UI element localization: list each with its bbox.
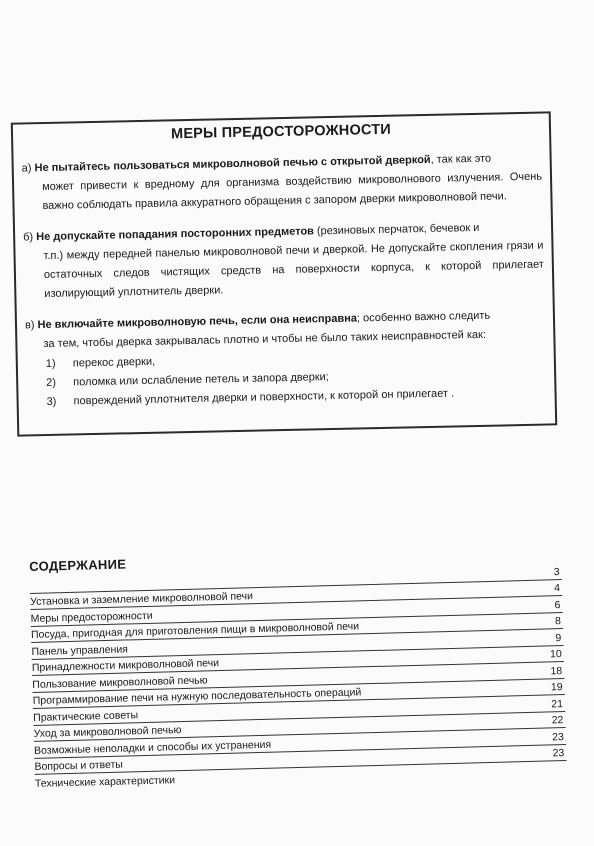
toc-entry-page: 3 — [553, 565, 560, 578]
toc-entry-page: 21 — [551, 697, 564, 710]
precaution-c-marker: в) — [24, 319, 35, 332]
defect-list — [26, 345, 547, 413]
table-of-contents — [29, 543, 567, 790]
precaution-a-tail: , так как это — [430, 152, 492, 166]
precautions-title: МЕРЫ ПРЕДОСТОРОЖНОСТИ — [170, 121, 392, 143]
precaution-a-lead: Не пытайтесь пользоваться микроволновой печью с открытой дверкой — [34, 153, 431, 175]
toc-entry-page: 8 — [554, 615, 562, 628]
precaution-a-marker: а) — [21, 162, 32, 175]
toc-entry-page: 23 — [552, 747, 565, 760]
precaution-b — [23, 218, 544, 305]
toc-entry-title: Пользование микроволновой печью — [32, 673, 208, 691]
precaution-b-lead: Не допускайте попадания посторонних предметов — [36, 225, 315, 244]
contents-list — [30, 563, 567, 790]
toc-entry-title: Меры предосторожности — [30, 609, 153, 625]
list-item: 1) перекос дверки, — [45, 355, 156, 371]
toc-entry-title: Установка и заземление микроволновой печи — [30, 590, 254, 608]
toc-entry-title: Возможные неполадки и способы их устранения — [33, 738, 272, 757]
toc-entry-page: 19 — [550, 681, 563, 694]
toc-entry-title: Программирование печи на нужную последовательность операций — [32, 686, 362, 707]
toc-entry-title: Уход за микроволновой печью — [33, 724, 182, 740]
toc-entry-page: 9 — [555, 631, 562, 644]
precaution-a — [22, 149, 543, 217]
toc-entry-page: 18 — [550, 664, 563, 677]
toc-entry-title: Технические характеристики — [34, 773, 176, 790]
precaution-c-tail: ; особенно важно следить — [356, 309, 491, 325]
toc-entry-title: Посуда, пригодная для приготовления пищи в микроволновой печи — [30, 620, 360, 641]
toc-entry-title: Вопросы и ответы — [34, 758, 124, 773]
precaution-c-lead: Не включайте микроволновую печь, если она неисправна — [37, 312, 358, 332]
toc-entry-title: Практические советы — [33, 708, 139, 724]
precaution-b-marker: б) — [23, 231, 34, 244]
toc-entry-page: 10 — [549, 648, 562, 661]
toc-entry-title: Панель управления — [31, 642, 129, 658]
list-item: 3) повреждений уплотнителя дверки и поверхности, к которой он прилегает . — [46, 387, 455, 408]
precaution-c-text: за тем, чтобы дверка закрывалась плотно и чтобы не было таких неисправностей как: — [43, 328, 487, 351]
toc-entry-page: 22 — [551, 714, 564, 727]
precaution-a-text: может привести к вредному для организма воздействию микроволнового излучения. Очень важно соблюдать правила аккуратного обращения с запором дверки микроволновой печи. — [42, 170, 543, 213]
list-item: 2) поломка или ослабление петель и запора дверки; — [46, 371, 329, 390]
toc-entry-page: 4 — [553, 582, 561, 595]
toc-entry-page: 23 — [552, 730, 565, 743]
precaution-b-tail: (резиновых перчаток, бечевок и — [313, 221, 480, 238]
toc-entry-title: Принадлежности микроволновой печи — [31, 657, 220, 674]
contents-title: СОДЕРЖАНИЕ — [29, 556, 127, 574]
precaution-c — [25, 306, 547, 413]
toc-entry-page: 6 — [554, 598, 561, 611]
precaution-b-text: т.п.) между передней панелью микроволновой печи и дверкой. Не допускайте скопления грязи и остаточных следов чистящих средств на поверхности корпуса, к которой прилегает изолирующий уплотнитель дверки. — [43, 239, 544, 301]
precautions-box — [11, 111, 557, 436]
